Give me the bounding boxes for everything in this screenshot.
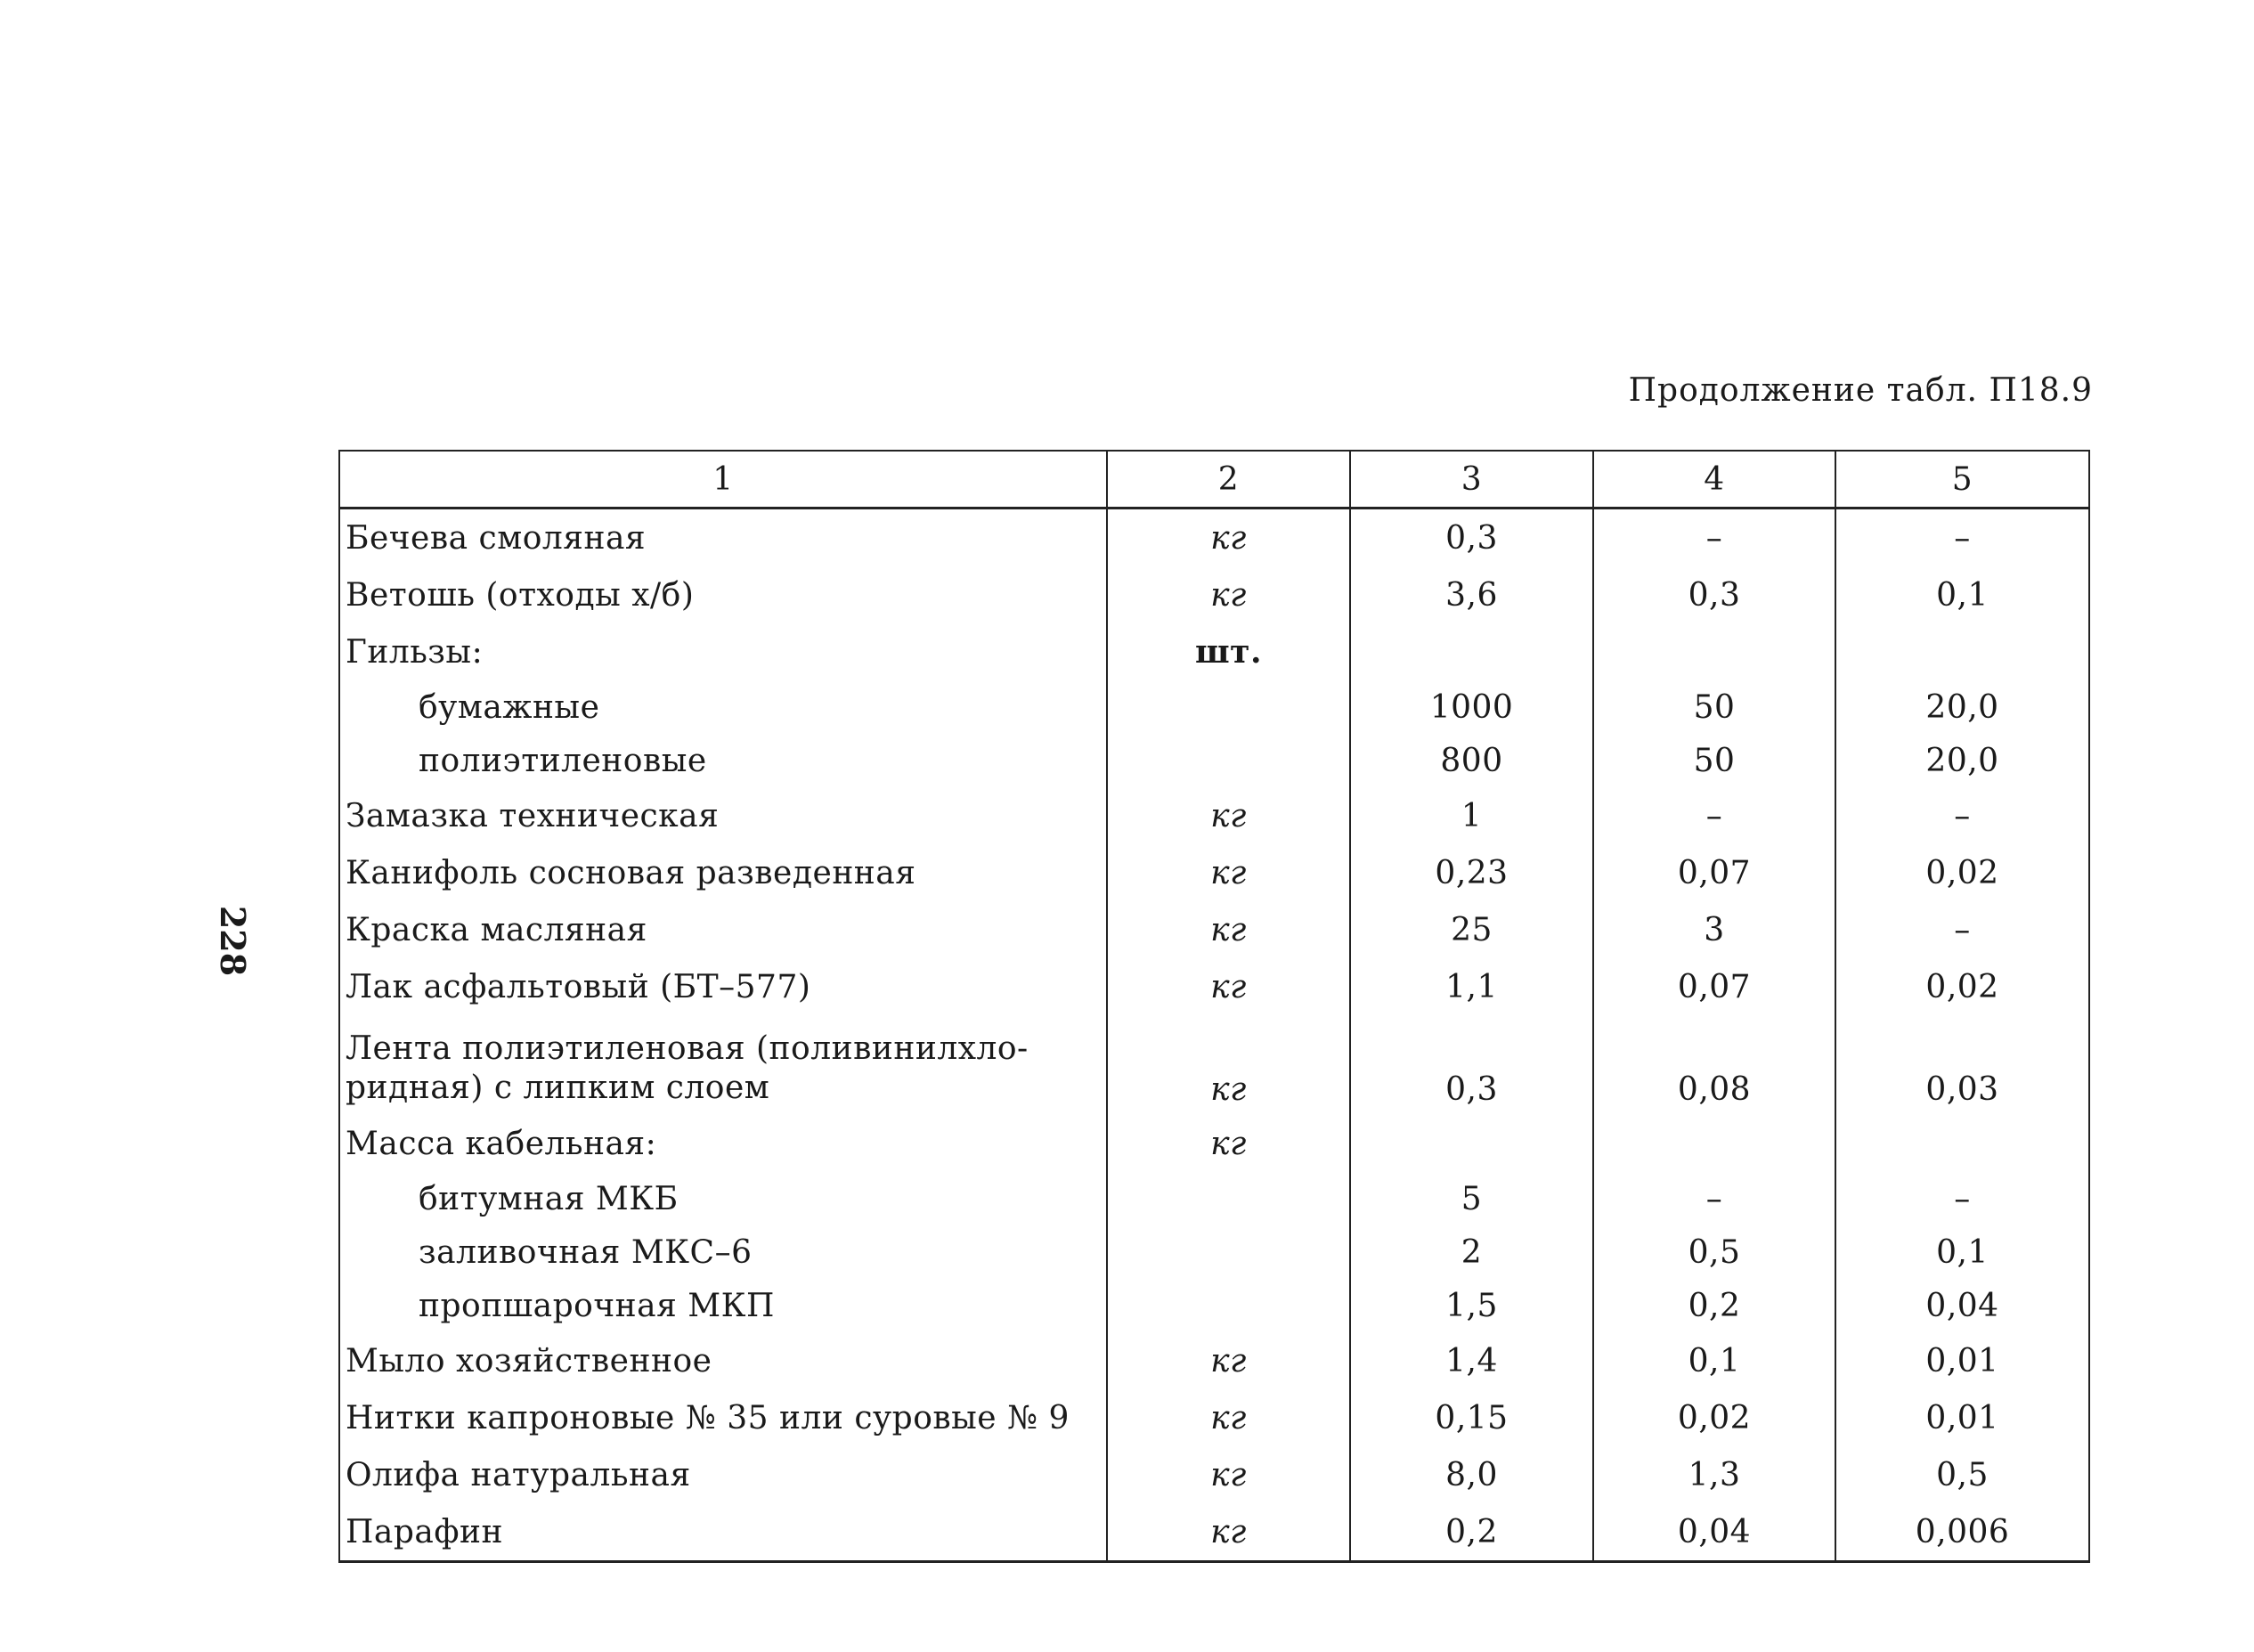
table-row [339,1389,2089,1446]
material-name: Краска масляная [339,901,1107,958]
table-row [339,1503,2089,1562]
value-col-5: 0,006 [1835,1503,2089,1562]
table-row [339,623,2089,680]
value-col-3: 0,2 [1350,1503,1593,1562]
value-col-3: 1000 [1350,680,1593,734]
material-name: бумажные [339,680,1107,734]
unit-cell: кг [1107,1332,1350,1389]
value-col-5: – [1835,1172,2089,1225]
value-col-3 [1350,623,1593,680]
value-col-5: 0,01 [1835,1332,2089,1389]
material-name: Канифоль сосновая разведенная [339,844,1107,901]
value-col-5: 0,02 [1835,958,2089,1015]
value-col-4: 0,3 [1593,566,1835,623]
unit-cell [1107,1172,1350,1225]
value-col-3: 0,3 [1350,1015,1593,1115]
unit-cell: кг [1107,566,1350,623]
value-col-4: – [1593,1172,1835,1225]
value-col-4: 50 [1593,734,1835,787]
table-row [339,1172,2089,1225]
material-name: Мыло хозяйственное [339,1332,1107,1389]
value-col-3: 1,1 [1350,958,1593,1015]
value-col-3: 0,15 [1350,1389,1593,1446]
value-col-4: 1,3 [1593,1446,1835,1503]
unit-cell: кг [1107,1446,1350,1503]
material-name: Нитки капроновые № 35 или суровые № 9 [339,1389,1107,1446]
table-row [339,1015,2089,1115]
value-col-3: 5 [1350,1172,1593,1225]
value-col-4: 0,04 [1593,1503,1835,1562]
unit-cell [1107,734,1350,787]
value-col-4: 3 [1593,901,1835,958]
unit-cell: кг [1107,1389,1350,1446]
value-col-5: 0,02 [1835,844,2089,901]
value-col-3: 0,3 [1350,509,1593,567]
value-col-4: 0,07 [1593,958,1835,1015]
value-col-5: 0,5 [1835,1446,2089,1503]
table-row [339,1279,2089,1332]
header-col-5: 5 [1835,451,2089,509]
unit-cell: кг [1107,1115,1350,1172]
value-col-4: 0,1 [1593,1332,1835,1389]
table-row [339,1332,2089,1389]
value-col-4: 0,2 [1593,1279,1835,1332]
value-col-5 [1835,1115,2089,1172]
material-name: Ветошь (отходы х/б) [339,566,1107,623]
material-name: Масса кабельная: [339,1115,1107,1172]
unit-cell: кг [1107,1503,1350,1562]
value-col-5: 0,01 [1835,1389,2089,1446]
value-col-5: – [1835,509,2089,567]
unit-cell: кг [1107,509,1350,567]
material-name: Замазка техническая [339,787,1107,844]
table-row [339,844,2089,901]
value-col-3: 0,23 [1350,844,1593,901]
header-col-4: 4 [1593,451,1835,509]
material-name [339,1015,1107,1115]
value-col-5: – [1835,901,2089,958]
unit-cell [1107,680,1350,734]
material-name: Олифа натуральная [339,1446,1107,1503]
value-col-3: 1,5 [1350,1279,1593,1332]
unit-cell: кг [1107,1015,1350,1115]
table-row [339,1115,2089,1172]
unit-cell [1107,1225,1350,1279]
table-row [339,787,2089,844]
table-row [339,566,2089,623]
value-col-5: 20,0 [1835,734,2089,787]
table-row [339,1225,2089,1279]
table-caption: Продолжение табл. П18.9 [1628,372,2093,409]
value-col-4 [1593,623,1835,680]
unit-cell: кг [1107,901,1350,958]
header-row [339,451,2089,509]
page-number: 228 [213,905,254,977]
material-name: пропшарочная МКП [339,1279,1107,1332]
material-name: заливочная МКС–6 [339,1225,1107,1279]
table-row [339,958,2089,1015]
material-name-line-1: Лента полиэтиленовая (поливинилхло- [346,1030,1029,1067]
material-name-line-2: ридная) с липким слоем [346,1070,770,1106]
header-col-1: 1 [339,451,1107,509]
value-col-4: 0,07 [1593,844,1835,901]
unit-cell: кг [1107,958,1350,1015]
table-row [339,901,2089,958]
table-row [339,509,2089,567]
value-col-3: 1,4 [1350,1332,1593,1389]
value-col-3: 25 [1350,901,1593,958]
value-col-5: 0,03 [1835,1015,2089,1115]
value-col-4: 0,02 [1593,1389,1835,1446]
material-name: полиэтиленовые [339,734,1107,787]
value-col-4: 0,08 [1593,1015,1835,1115]
value-col-5 [1835,623,2089,680]
value-col-5: 0,04 [1835,1279,2089,1332]
value-col-3: 3,6 [1350,566,1593,623]
material-name: битумная МКБ [339,1172,1107,1225]
table-row [339,680,2089,734]
value-col-5: 20,0 [1835,680,2089,734]
value-col-4: – [1593,787,1835,844]
value-col-4 [1593,1115,1835,1172]
value-col-3: 8,0 [1350,1446,1593,1503]
value-col-4: 0,5 [1593,1225,1835,1279]
unit-cell [1107,1279,1350,1332]
header-col-2: 2 [1107,451,1350,509]
value-col-3 [1350,1115,1593,1172]
value-col-3: 1 [1350,787,1593,844]
unit-cell: кг [1107,844,1350,901]
value-col-4: 50 [1593,680,1835,734]
material-name: Лак асфальтовый (БТ–577) [339,958,1107,1015]
value-col-5: 0,1 [1835,1225,2089,1279]
table-row [339,1446,2089,1503]
table-row [339,734,2089,787]
value-col-4: – [1593,509,1835,567]
header-col-3: 3 [1350,451,1593,509]
material-name: Бечева смоляная [339,509,1107,567]
value-col-5: – [1835,787,2089,844]
unit-cell: кг [1107,787,1350,844]
material-name: Гильзы: [339,623,1107,680]
materials-table [338,450,2090,1563]
unit-cell: шт. [1107,623,1350,680]
material-name: Парафин [339,1503,1107,1562]
value-col-3: 2 [1350,1225,1593,1279]
value-col-3: 800 [1350,734,1593,787]
value-col-5: 0,1 [1835,566,2089,623]
